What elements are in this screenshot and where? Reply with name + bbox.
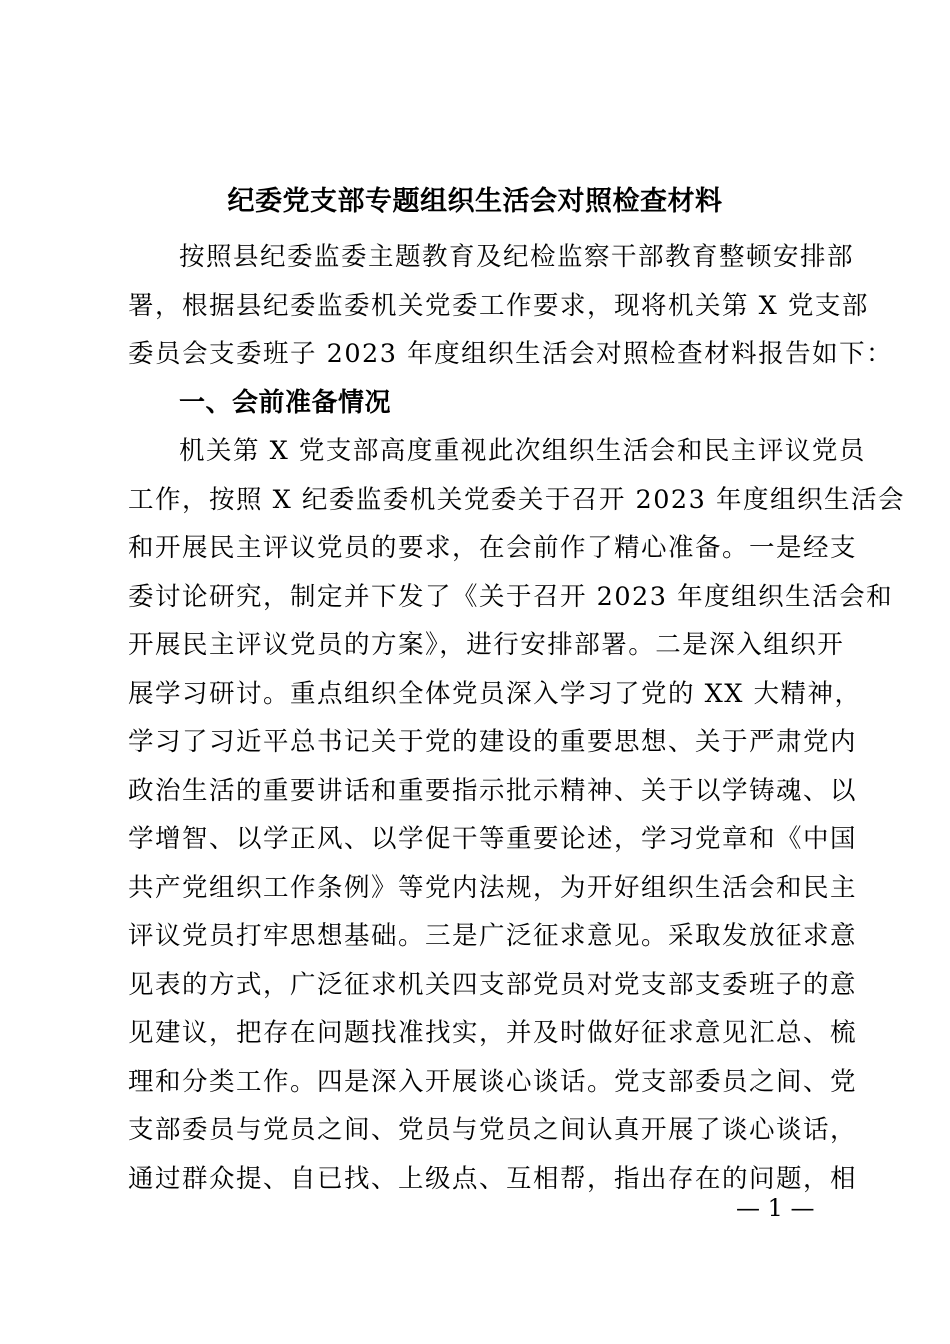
intro-paragraph-line: 委员会支委班子 2023 年度组织生活会对照检查材料报告如下： [128,339,894,369]
section-paragraph-line: 通过群众提、自已找、上级点、互相帮，指出存在的问题，相 [128,1163,858,1194]
section-paragraph-line: 共产党组织工作条例》等党内法规，为开好组织生活会和民主 [128,872,858,903]
intro-paragraph-line: 按照县纪委监委主题教育及纪检监察干部教育整顿安排部 [179,242,855,272]
section-paragraph-line: 委讨论研究，制定并下发了《关于召开 2023 年度组织生活会和 [128,581,894,612]
section-paragraph-line: 展学习研讨。重点组织全体党员深入学习了党的 XX 大精神， [128,678,862,709]
section-paragraph-line: 和开展民主评议党员的要求，在会前作了精心准备。一是经支 [128,533,858,563]
document-body [128,233,905,1203]
section-paragraph-line: 工作，按照 X 纪委监委机关党委关于召开 2023 年度组织生活会 [128,484,905,515]
section-paragraph-line: 开展民主评议党员的方案》，进行安排部署。二是深入组织开 [128,630,845,660]
section-paragraph-line: 见表的方式，广泛征求机关四支部党员对党支部支委班子的意 [128,969,858,1000]
document-title: 纪委党支部专题组织生活会对照检查材料 [227,186,723,217]
section-paragraph-line: 评议党员打牢思想基础。三是广泛征求意见。采取发放征求意 [128,921,858,951]
section-paragraph-line: 学习了习近平总书记关于党的建设的重要思想、关于严肃党内 [128,727,858,757]
section-paragraph-line: 学增智、以学正风、以学促干等重要论述，学习党章和《中国 [128,824,858,854]
section-paragraph-line: 支部委员与党员之间、党员与党员之间认真开展了谈心谈话， [128,1115,858,1145]
section-paragraph-line: 见建议，把存在问题找准找实，并及时做好征求意见汇总、梳 [128,1018,858,1048]
section-heading: 一、会前准备情况 [179,387,392,418]
intro-paragraph-line: 署，根据县纪委监委机关党委工作要求，现将机关第 X 党支部 [128,290,869,321]
section-paragraph-line: 理和分类工作。四是深入开展谈心谈话。党支部委员之间、党 [128,1066,858,1097]
section-paragraph-line: 机关第 X 党支部高度重视此次组织生活会和民主评议党员 [179,436,866,466]
section-paragraph-line: 政治生活的重要讲话和重要指示批示精神、关于以学铸魂、以 [128,775,858,806]
page-number: — 1 — [736,1194,815,1222]
